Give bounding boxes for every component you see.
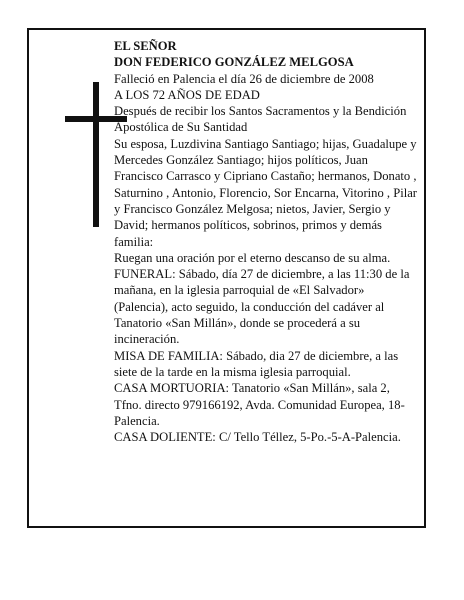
sacraments-paragraph: Después de recibir los Santos Sacramentos y la Bendición Apostólica de Su Santidad: [114, 104, 407, 135]
family-mass-information: MISA DE FAMILIA: Sábado, dia 27 de diciembre, a las siete de la tarde en la misma iglesia parroquial.: [114, 348, 399, 379]
mortuary-information: CASA MORTUORIA: Tanatorio «San Millán», sala 2, Tfno. directo 979166192, Avda. Comunidad Europea, 18-Palencia.: [114, 381, 405, 428]
prayer-request: Ruegan una oración por el eterno descanso de su alma.: [114, 250, 391, 265]
cross-vertical-bar: [93, 82, 99, 227]
deceased-title: EL SEÑOR: [114, 39, 177, 53]
family-paragraph: Su esposa, Luzdivina Santiago Santiago; hijas, Guadalupe y Mercedes González Santiago; hijos políticos, Juan Francisco Carrasco y Cipriano Castaño; hermanos, Donato , Saturnino , Antonio, Florencio, Sor Encarna, Vitorino , Pilar y Francisco González Melgosa; nietos, Javier, Sergio y David; hermanos políticos, sobrinos, primos y demás familia:: [114, 136, 417, 249]
obituary-text: [114, 38, 419, 445]
age-line: A LOS 72 AÑOS DE EDAD: [114, 87, 260, 102]
grieving-house-information: CASA DOLIENTE: C/ Tello Téllez, 5-Po.-5-A-Palencia.: [114, 430, 401, 445]
death-date-line: Falleció en Palencia el día 26 de diciembre de 2008: [114, 71, 374, 86]
funeral-information: FUNERAL: Sábado, día 27 de diciembre, a las 11:30 de la mañana, en la iglesia parroquial de «El Salvador» (Palencia), acto seguido, la conducción del cadáver al Tanatorio «San Millán», donde se procederá a su incineración.: [114, 267, 410, 347]
deceased-name: DON FEDERICO GONZÁLEZ MELGOSA: [114, 55, 354, 70]
